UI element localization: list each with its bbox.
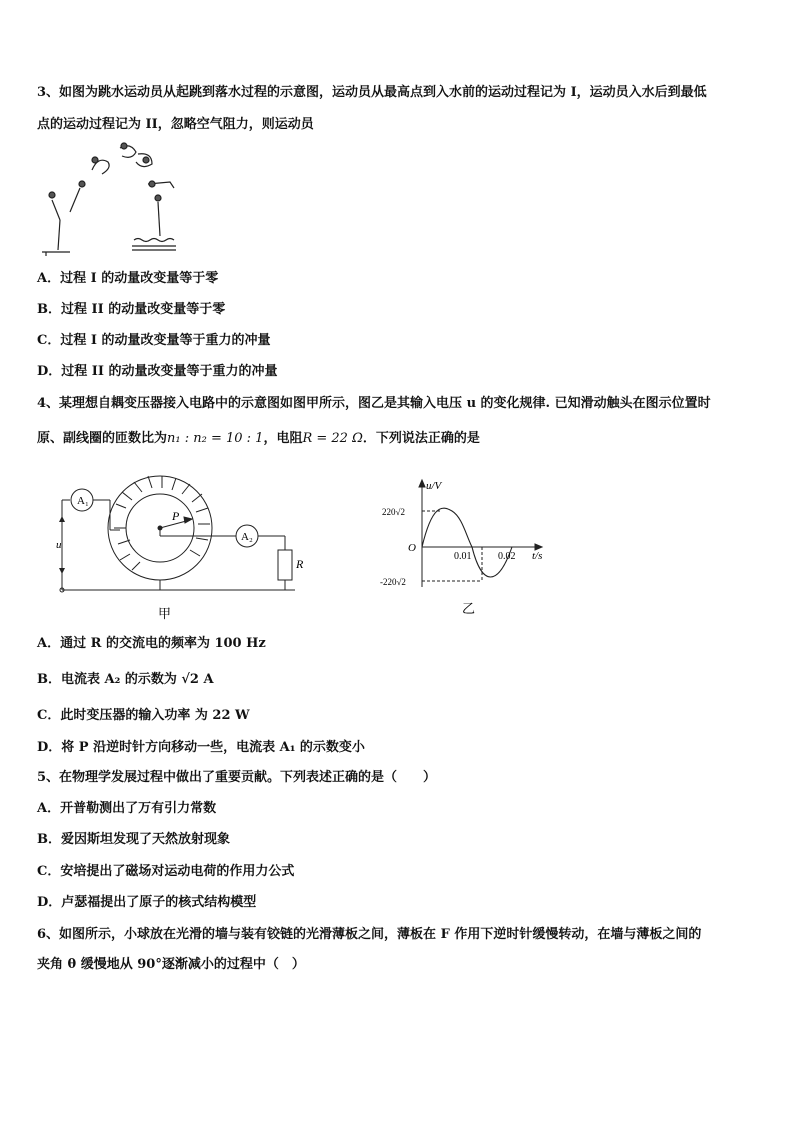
q5-option-c: C．安培提出了磁场对运动电荷的作用力公式 <box>37 864 295 879</box>
q4-option-b: B．电流表 A₂ 的示数为 √2 A <box>37 672 214 687</box>
ymin-label: -220√2 <box>380 577 406 587</box>
q4-option-c: C．此时变压器的输入功率 为 22 W <box>37 708 250 723</box>
q6-stem-line1: 6、如图所示，小球放在光滑的墙与装有铰链的光滑薄板之间，薄板在 F 作用下逆时针缓慢转动，在墙与薄板之间的 <box>37 927 702 942</box>
x-axis-label: t/s <box>532 550 543 562</box>
slider-label: P <box>172 509 180 523</box>
q5-option-a: A．开普勒测出了万有引力常数 <box>37 801 217 816</box>
y-axis-label: u/V <box>426 480 442 492</box>
figure-jia-caption: 甲 <box>158 606 172 621</box>
q5-option-b: B．爱因斯坦发现了天然放射现象 <box>37 832 230 847</box>
diver-figure <box>40 140 190 258</box>
q4-stem-part-c: ．下列说法正确的是 <box>362 431 480 446</box>
q5-stem: 5、在物理学发展过程中做出了重要贡献。下列表述正确的是（ ） <box>37 770 437 785</box>
x-tick-0-02: 0.02 <box>498 551 516 562</box>
transformer-circuit-figure <box>50 470 320 625</box>
turns-ratio: n₁ : n₂ = 10 : 1 <box>167 431 264 446</box>
resistor-label: R <box>296 557 304 571</box>
origin-label: O <box>408 542 416 554</box>
q6-stem-line2: 夹角 θ 缓慢地从 90°逐渐减小的过程中（ ） <box>37 957 305 972</box>
q4-option-d: D．将 P 沿逆时针方向移动一些，电流表 A₁ 的示数变小 <box>37 740 365 755</box>
q4-option-a: A．通过 R 的交流电的频率为 100 Hz <box>37 636 266 651</box>
q4-stem-part-a: 原、副线圈的匝数比为 <box>37 431 168 446</box>
ymax-label: 220√2 <box>382 507 405 517</box>
q3-option-c: C．过程 I 的动量改变量等于重力的冲量 <box>37 333 271 348</box>
q3-stem-line1: 3、如图为跳水运动员从起跳到落水过程的示意图，运动员从最高点到入水前的运动过程记为 I，运动员入水后到最低 <box>37 85 707 100</box>
q4-stem-line2 <box>37 431 480 447</box>
q3-option-b: B．过程 II 的动量改变量等于零 <box>37 302 226 317</box>
figure-yi-caption: 乙 <box>462 601 476 616</box>
q3-option-d: D．过程 II 的动量改变量等于重力的冲量 <box>37 364 278 379</box>
q4-stem-part-b: ，电阻 <box>263 431 303 446</box>
q3-stem-line2: 点的运动过程记为 II，忽略空气阻力，则运动员 <box>37 117 314 132</box>
q4-stem-line1: 4、某理想自耦变压器接入电路中的示意图如图甲所示，图乙是其输入电压 u 的变化规律. 已知滑动触头在图示位置时 <box>37 396 711 411</box>
x-tick-0-01: 0.01 <box>454 551 472 562</box>
resistor-symbol <box>278 550 292 580</box>
resistance-value: R = 22 Ω <box>302 431 363 446</box>
voltage-time-graph <box>380 475 560 620</box>
input-voltage-label: u <box>56 539 62 551</box>
ammeter-a2-label: A₂ <box>241 531 253 543</box>
ammeter-a1-label: A₁ <box>77 495 89 507</box>
q3-option-a: A．过程 I 的动量改变量等于零 <box>37 271 219 286</box>
q5-option-d: D．卢瑟福提出了原子的核式结构模型 <box>37 895 257 910</box>
